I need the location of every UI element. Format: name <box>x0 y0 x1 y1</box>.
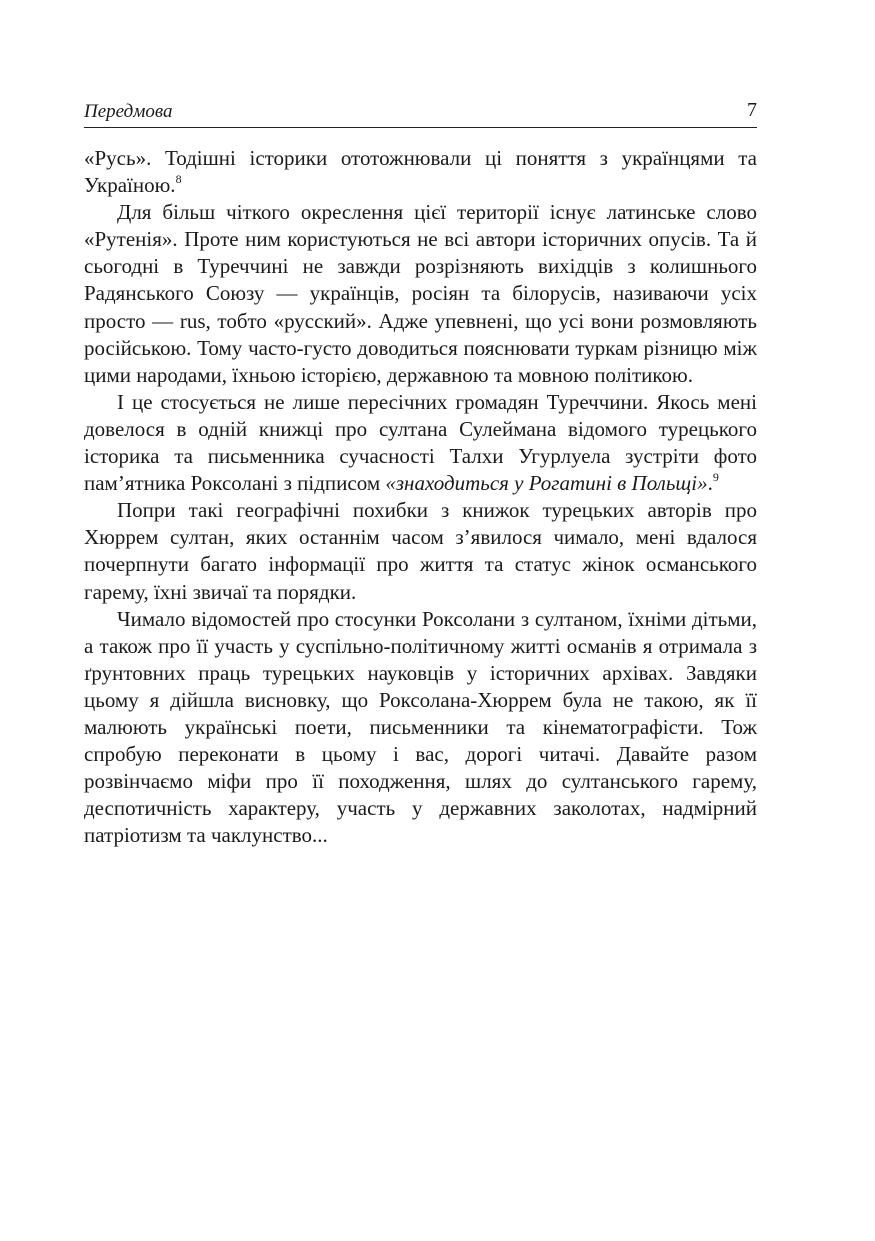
paragraph-3 <box>84 389 757 497</box>
paragraph-2: Для більш чіткого окреслення цієї території існує латинське слово «Рутенія». Проте ним користуються не всі автори історичних опусів. Та й сьогодні в Туреччині не завжди розрізняють вихідців з колишнього Радянського Союзу — українців, росіян та білорусів, називаючи усіх просто — rus, тобто «русский». Адже упевнені, що усі вони розмовляють російською. Тому часто-густо доводиться пояснювати туркам різницю між цими народами, їхньою історією, державною та мовною політикою. <box>84 200 757 387</box>
photo-caption-quote: «знаходиться у Рогатині в Польщі» <box>385 471 708 496</box>
page-number: 7 <box>747 99 757 121</box>
paragraph-1 <box>84 145 757 199</box>
footnote-ref-8: 8 <box>175 172 182 187</box>
paragraph-4: Попри такі географічні похибки з книжок турецьких авторів про Хюррем султан, яких останнім часом з’явилося чимало, мені вдалося почерпнути багато інформації про життя та статус жінок османського гарему, їхні звичаї та порядки. <box>84 498 757 604</box>
body-text <box>84 145 757 849</box>
paragraph-1-text: «Русь». Тодішні історики ототожнювали ці поняття з українцями та Україною. <box>84 146 757 198</box>
section-title: Передмова <box>84 101 173 122</box>
paragraph-3-end: . <box>707 471 713 496</box>
footnote-ref-9: 9 <box>712 470 719 485</box>
paragraph-3-text: І це стосується не лише пересічних громадян Туреччини. Якось мені довелося в одній книжці про султана Сулеймана відомого турецького історика та письменника сучасності Талхи Угурлуела зустріти фото пам’ятника Роксолані з підписом <box>84 389 757 496</box>
running-header <box>84 99 757 128</box>
paragraph-5: Чимало відомостей про стосунки Роксолани з султаном, їхніми дітьми, а також про її участь у суспільно-політичному житті османів я отримала з ґрунтовних праць турецьких науковців у історичних архівах. Завдяки цьому я дійшла висновку, що Роксолана-Хюррем була не такою, як її малюють українські поети, письменники та кінематографісти. Тож спробую переконати в цьому і вас, дорогі читачі. Давайте разом розвінчаємо міфи про її походження, шлях до султанського гарему, деспотичність характеру, участь у державних заколотах, надмірний патріотизм та чаклунство... <box>84 606 757 848</box>
